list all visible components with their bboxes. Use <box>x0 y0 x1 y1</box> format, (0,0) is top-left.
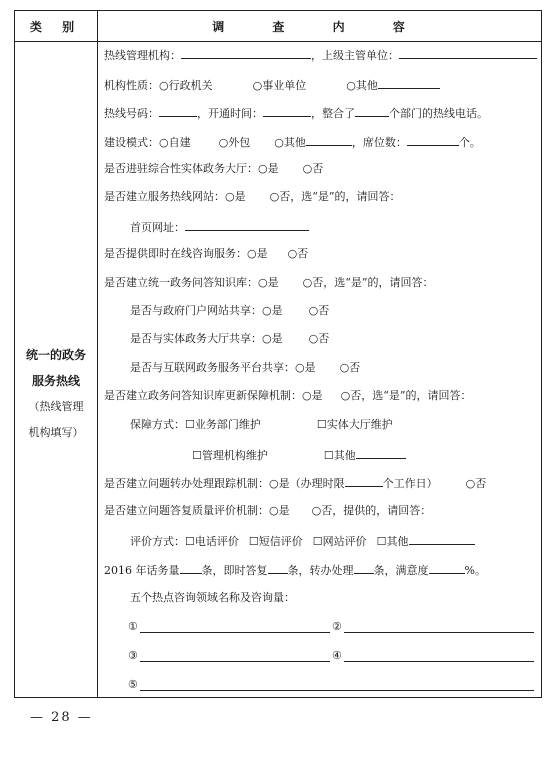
category-line-2: 服务热线 <box>31 374 80 388</box>
hot-topic-5-number: ⑤ <box>128 678 138 691</box>
row-build-mode <box>104 133 481 151</box>
hot-topic-5-line[interactable] <box>140 690 534 691</box>
category-line-4: 机构填写） <box>28 426 84 439</box>
instant-reply-field[interactable] <box>268 561 288 574</box>
row-knowledge-base <box>104 275 433 291</box>
supervisor-field[interactable] <box>399 46 537 59</box>
hot-topic-3-line[interactable] <box>140 661 330 662</box>
instant-reply-label: 条，即时答复 <box>201 564 268 577</box>
tracking-yes[interactable]: 是否建立问题转办处理跟踪机制：○是（办理时限 <box>104 477 345 490</box>
mode-other-option[interactable]: ○其他 <box>274 136 306 149</box>
nature-other-field[interactable] <box>378 76 440 89</box>
hot-topic-1-number: ① <box>128 620 138 633</box>
kb-update-yes[interactable]: 是否建立政务问答知识库更新保障机制：○是 <box>104 389 323 402</box>
row-org-nature <box>104 76 440 94</box>
guarantee-hall-checkbox[interactable]: ☐实体大厅维护 <box>316 418 393 431</box>
row-kb-update <box>104 388 471 404</box>
header-category: 类 别 <box>15 11 98 41</box>
open-time-label: ，开通时间： <box>197 107 263 120</box>
satisfaction-label: 条，满意度 <box>373 564 429 577</box>
open-time-field[interactable] <box>263 104 311 117</box>
mode-outsource-option[interactable]: ○外包 <box>218 136 251 149</box>
transfer-field[interactable] <box>354 561 374 574</box>
kb-update-no[interactable]: ○否，选“是”的，请回答： <box>340 389 472 402</box>
seats-label: ，席位数： <box>351 136 407 149</box>
row-eval-mode <box>130 532 475 550</box>
guarantee-agency-checkbox[interactable]: ☐管理机构维护 <box>192 449 268 462</box>
integrated-label: ，整合了 <box>311 107 355 120</box>
hot-topic-4-number: ④ <box>332 649 342 662</box>
hot-topic-1-line[interactable] <box>140 632 330 633</box>
row-guarantee-mode-2 <box>192 446 406 464</box>
quality-eval-no[interactable]: ○否，提供的，请回答： <box>311 504 432 517</box>
row-guarantee-mode <box>130 417 393 433</box>
integrated-count-field[interactable] <box>355 104 389 117</box>
row-hotline-number <box>104 104 488 122</box>
eval-web-checkbox[interactable]: ☐网站评价 <box>312 535 367 548</box>
satisfaction-suffix: %。 <box>464 564 486 577</box>
nature-other-option[interactable]: ○其他 <box>346 79 378 92</box>
portal-share-yes[interactable]: 是否与政府门户网站共享：○是 <box>130 304 283 317</box>
guarantee-other-checkbox[interactable]: ☐其他 <box>323 449 356 462</box>
platform-share-yes[interactable]: 是否与互联网政务服务平台共享：○是 <box>130 361 316 374</box>
tracking-days-field[interactable] <box>345 474 383 487</box>
category-column <box>15 42 98 697</box>
online-consult-no[interactable]: ○否 <box>287 247 309 260</box>
row-kb-hall-share <box>130 331 329 347</box>
hot-topic-2-number: ② <box>332 620 342 633</box>
row-hall-entry <box>104 161 323 177</box>
hot-topic-4-line[interactable] <box>344 661 534 662</box>
nature-institution-option[interactable]: ○事业单位 <box>252 79 307 92</box>
row-online-consult <box>104 246 308 262</box>
quality-eval-yes[interactable]: 是否建立问题答复质量评价机制：○是 <box>104 504 290 517</box>
row-kb-platform-share <box>130 360 360 376</box>
table-header <box>15 11 541 42</box>
nature-admin-option[interactable]: 机构性质：○行政机关 <box>104 79 213 92</box>
category-line-3: （热线管理 <box>28 400 84 413</box>
satisfaction-field[interactable] <box>429 561 465 574</box>
kb-no[interactable]: ○否，选“是”的，请回答： <box>302 276 434 289</box>
eval-other-checkbox[interactable]: ☐其他 <box>376 535 409 548</box>
row-website <box>104 189 400 205</box>
supervisor-label: ，上级主管单位： <box>311 49 399 62</box>
row-transfer-tracking <box>104 474 486 492</box>
mode-other-field[interactable] <box>306 133 352 146</box>
agency-field[interactable] <box>181 46 311 59</box>
online-consult-yes[interactable]: 是否提供即时在线咨询服务：○是 <box>104 247 268 260</box>
eval-sms-checkbox[interactable]: ☐短信评价 <box>248 535 303 548</box>
portal-share-no[interactable]: ○否 <box>308 304 330 317</box>
number-label: 热线号码： <box>104 107 159 120</box>
page-number: — 28 — <box>30 710 93 725</box>
hall-share-yes[interactable]: 是否与实体政务大厅共享：○是 <box>130 332 283 345</box>
agency-label: 热线管理机构： <box>104 49 181 62</box>
number-field[interactable] <box>159 104 197 117</box>
mode-self-option[interactable]: 建设模式：○自建 <box>104 136 191 149</box>
seats-field[interactable] <box>407 133 459 146</box>
row-quality-eval <box>104 503 431 519</box>
integrated-suffix: 个部门的热线电话。 <box>389 107 488 120</box>
row-hotline-agency <box>104 46 537 64</box>
category-label <box>15 342 97 446</box>
category-line-1: 统一的政务 <box>25 348 86 362</box>
hot-topic-3-number: ③ <box>128 649 138 662</box>
seats-suffix: 个。 <box>458 136 481 149</box>
tracking-days-suffix: 个工作日） <box>382 477 438 490</box>
platform-share-no[interactable]: ○否 <box>339 361 361 374</box>
call-volume-field[interactable] <box>180 561 202 574</box>
hall-entry-no[interactable]: ○否 <box>302 162 324 175</box>
guarantee-dept-checkbox[interactable]: 保障方式：☐业务部门维护 <box>130 418 261 431</box>
call-volume-label: 2016 年话务量 <box>104 564 180 577</box>
tracking-no[interactable]: ○否 <box>465 477 487 490</box>
homepage-field[interactable] <box>185 218 309 231</box>
hall-entry-yes[interactable]: 是否进驻综合性实体政务大厅：○是 <box>104 162 279 175</box>
website-no[interactable]: ○否，选“是”的，请回答： <box>269 190 401 203</box>
hot-topic-2-line[interactable] <box>344 632 534 633</box>
row-hot-topics-title: 五个热点咨询领域名称及咨询量： <box>130 591 295 604</box>
header-content: 调 查 内 容 <box>212 19 427 34</box>
homepage-label: 首页网址： <box>130 221 185 234</box>
eval-other-field[interactable] <box>409 532 475 545</box>
eval-phone-checkbox[interactable]: 评价方式：☐电话评价 <box>130 535 239 548</box>
kb-yes[interactable]: 是否建立统一政务问答知识库：○是 <box>104 276 279 289</box>
row-kb-portal-share <box>130 303 329 319</box>
hall-share-no[interactable]: ○否 <box>308 332 330 345</box>
row-homepage-url <box>130 218 309 236</box>
guarantee-other-field[interactable] <box>356 446 406 459</box>
website-yes[interactable]: 是否建立服务热线网站：○是 <box>104 190 246 203</box>
transfer-label: 条，转办处理 <box>287 564 354 577</box>
row-call-volume <box>104 561 486 579</box>
